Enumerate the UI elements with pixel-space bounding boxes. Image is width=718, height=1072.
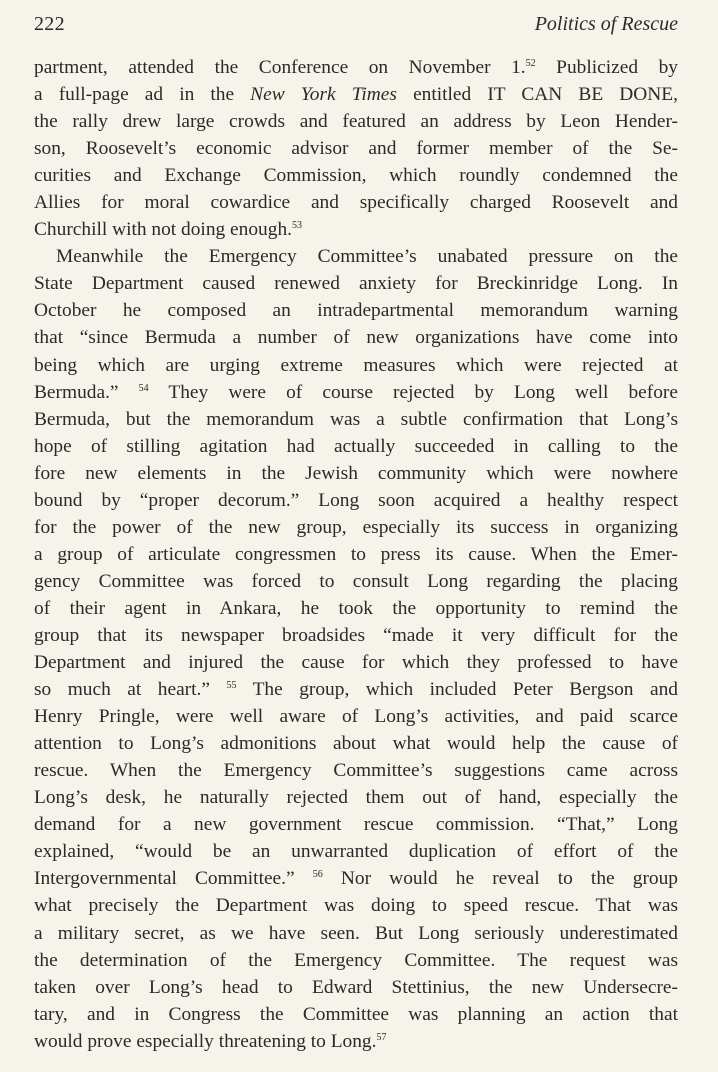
text-line xyxy=(34,379,678,406)
text-run: They were of course rejected by Long well before xyxy=(148,381,678,403)
text-line xyxy=(34,1001,678,1028)
page-number: 222 xyxy=(34,13,65,35)
text-line xyxy=(34,1028,678,1055)
text-run: Bermuda, but the memorandum was a subtle confirmation that Long’s xyxy=(34,408,678,430)
text-run: for the power of the new group, especially its success in organizing xyxy=(34,516,678,538)
text-line xyxy=(34,595,678,622)
text-line xyxy=(34,947,678,974)
page-header xyxy=(34,13,678,39)
text-line xyxy=(34,352,678,379)
text-run: tary, and in Congress the Committee was planning an action that xyxy=(34,1003,678,1025)
body-text xyxy=(34,54,678,1055)
text-line xyxy=(34,974,678,1001)
running-head: Politics of Rescue xyxy=(534,13,678,35)
text-run: group that its newspaper broadsides “made it very difficult for the xyxy=(34,624,678,646)
text-run: Churchill with not doing enough. xyxy=(34,219,292,241)
text-run: fore new elements in the Jewish community which were nowhere xyxy=(34,462,678,484)
text-line xyxy=(34,703,678,730)
footnote-ref: 55 xyxy=(226,680,237,692)
text-run: bound by “proper decorum.” Long soon acquired a healthy respect xyxy=(34,489,678,511)
text-run: explained, “would be an unwarranted duplication of effort of the xyxy=(34,841,678,863)
text-line xyxy=(34,108,678,135)
text-run: Publicized by xyxy=(535,57,678,78)
text-line xyxy=(34,730,678,757)
text-line xyxy=(34,433,678,460)
text-line xyxy=(34,460,678,487)
text-run: hope of stilling agitation had actually succeeded in calling to the xyxy=(34,435,678,457)
text-run: curities and Exchange Commission, which roundly condemned the xyxy=(34,165,678,187)
text-run: of their agent in Ankara, he took the opportunity to remind the xyxy=(34,597,678,619)
text-line xyxy=(34,920,678,947)
text-line xyxy=(34,406,678,433)
text-line xyxy=(34,54,678,81)
text-run: entitled IT CAN BE DONE, xyxy=(396,84,678,106)
footnote-ref: 54 xyxy=(138,382,149,394)
text-run: Allies for moral cowardice and specifically charged Roosevelt and xyxy=(34,192,678,214)
text-run: that “since Bermuda a number of new organizations have come into xyxy=(34,327,678,349)
text-run: State Department caused renewed anxiety for Breckinridge Long. In xyxy=(34,273,678,295)
text-run: The group, which included Peter Bergson and xyxy=(236,679,678,701)
text-line xyxy=(34,892,678,919)
text-line xyxy=(34,297,678,324)
text-run: what precisely the Department was doing to speed rescue. That was xyxy=(34,895,678,917)
text-run: being which are urging extreme measures which were rejected at xyxy=(34,354,678,376)
text-run: October he composed an intradepartmental memorandum warning xyxy=(34,300,678,322)
text-line xyxy=(34,324,678,351)
text-run: the determination of the Emergency Committee. The request was xyxy=(34,949,678,971)
text-run: demand for a new government rescue commission. “That,” Long xyxy=(34,814,678,836)
text-run: a full-page ad in the xyxy=(34,84,251,106)
text-run: Long’s desk, he naturally rejected them out of hand, especially the xyxy=(34,787,678,809)
text-line xyxy=(34,865,678,892)
text-run: a group of articulate congressmen to press its cause. When the Emer- xyxy=(34,543,678,565)
footnote-ref: 53 xyxy=(292,220,302,232)
text-run: son, Roosevelt’s economic advisor and former member of the Se- xyxy=(34,138,678,160)
text-run: taken over Long’s head to Edward Stettinius, the new Undersecre- xyxy=(34,976,678,998)
text-line xyxy=(34,514,678,541)
text-run: Bermuda.” xyxy=(34,381,139,403)
text-line xyxy=(34,838,678,865)
text-run: so much at heart.” xyxy=(34,679,227,701)
text-run: gency Committee was forced to consult Long regarding the placing xyxy=(34,570,678,592)
footnote-ref: 57 xyxy=(376,1031,387,1043)
text-run: rescue. When the Emergency Committee’s suggestions came across xyxy=(34,760,678,782)
text-line xyxy=(34,189,678,216)
text-line xyxy=(34,216,678,243)
text-line xyxy=(34,541,678,568)
text-line xyxy=(34,811,678,838)
text-run: would prove especially threatening to Long. xyxy=(34,1030,377,1052)
text-line xyxy=(34,784,678,811)
text-run: a military secret, as we have seen. But Long seriously underestimated xyxy=(34,922,678,944)
text-run: Nor would he reveal to the group xyxy=(322,868,678,890)
text-run: partment, attended the Conference on November 1. xyxy=(34,57,526,78)
text-line xyxy=(34,270,678,297)
text-line xyxy=(34,622,678,649)
text-line xyxy=(34,676,678,703)
text-line xyxy=(34,81,678,108)
footnote-ref: 52 xyxy=(525,58,536,69)
text-run: the rally drew large crowds and featured an address by Leon Hender- xyxy=(34,111,678,133)
text-line xyxy=(34,568,678,595)
text-run: attention to Long’s admonitions about what would help the cause of xyxy=(34,733,678,755)
text-line xyxy=(34,487,678,514)
text-line xyxy=(34,243,678,270)
text-line xyxy=(34,757,678,784)
footnote-ref: 56 xyxy=(312,869,323,881)
text-line xyxy=(34,135,678,162)
text-line xyxy=(34,162,678,189)
italic-title: New York Times xyxy=(250,84,397,106)
text-run: Meanwhile the Emergency Committee’s unabated pressure on the xyxy=(56,246,678,268)
text-run: Henry Pringle, were well aware of Long’s activities, and paid scarce xyxy=(34,706,678,728)
text-run: Department and injured the cause for which they professed to have xyxy=(34,652,678,674)
text-run: Intergovernmental Committee.” xyxy=(34,868,313,890)
text-line xyxy=(34,649,678,676)
